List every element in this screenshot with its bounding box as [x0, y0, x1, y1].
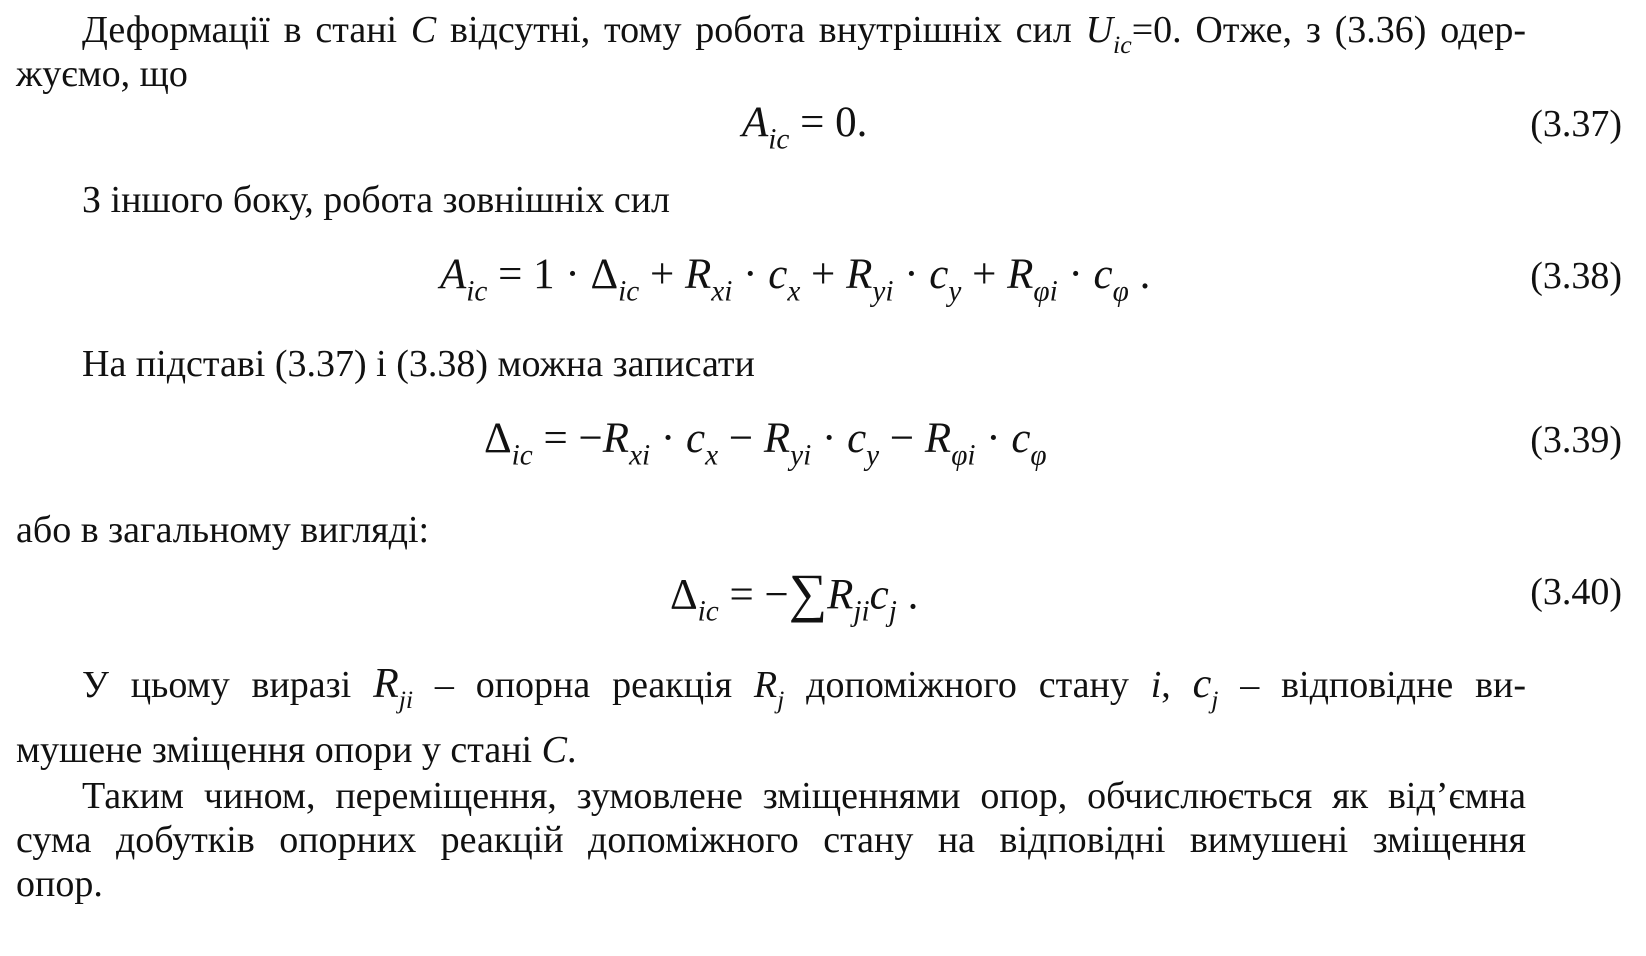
- operator: = 1 ·: [487, 251, 591, 298]
- text-run: – опорна реакція: [413, 664, 754, 706]
- subscript: ji: [853, 595, 870, 628]
- symbol: c: [847, 415, 867, 462]
- symbol: i: [1150, 664, 1162, 706]
- paragraph-6-line-2: сума добутків опорних реакцій допоміжного стану на відповідні вимушені зміщення: [16, 819, 1526, 861]
- subscript: xi: [629, 439, 651, 472]
- symbol: R: [373, 661, 399, 707]
- operator: +: [639, 251, 685, 298]
- operator: −: [879, 415, 925, 462]
- subscript: ic: [618, 275, 640, 308]
- symbol: A: [742, 99, 769, 146]
- subscript: φ: [1030, 439, 1047, 472]
- subscript: φi: [1033, 275, 1058, 308]
- text-run: Деформації в стані: [82, 9, 411, 51]
- equation-3-39: [484, 414, 1047, 472]
- subscript: φi: [951, 439, 976, 472]
- subscript: ic: [511, 439, 533, 472]
- text-run: відсутні, тому робота внутрішніх сил: [436, 9, 1086, 51]
- symbol: R: [924, 415, 952, 462]
- symbol: R: [763, 415, 791, 462]
- symbol: c: [768, 251, 788, 298]
- operator: ·: [1057, 251, 1094, 298]
- symbol: R: [753, 664, 778, 706]
- paragraph-3: На підставі (3.37) і (3.38) можна записати: [82, 343, 755, 385]
- symbol: c: [1093, 251, 1113, 298]
- text-run: У цьому виразі: [82, 664, 374, 706]
- equation-number-3-39: (3.39): [1530, 419, 1622, 461]
- operator: .: [1128, 251, 1151, 298]
- subscript: ic: [466, 275, 488, 308]
- operator: ·: [732, 251, 769, 298]
- subscript: yi: [872, 275, 894, 308]
- paragraph-1-line-2: жуємо, що: [16, 53, 188, 95]
- subscript: j: [777, 684, 785, 714]
- subscript: j: [1211, 684, 1219, 714]
- paragraph-5-line-2: [16, 728, 576, 772]
- paragraph-1-line-1: [82, 8, 1526, 67]
- subscript: y: [866, 439, 880, 472]
- delta-symbol: Δ: [590, 251, 619, 298]
- equation-3-40: [670, 562, 918, 629]
- symbol: c: [1192, 661, 1212, 707]
- symbol: R: [827, 571, 854, 619]
- operator: = −: [718, 571, 789, 619]
- symbol: R: [1007, 251, 1034, 298]
- text-run: ,: [1161, 664, 1193, 706]
- subscript: xi: [711, 275, 733, 308]
- symbol: R: [602, 415, 630, 462]
- state-c-symbol: C: [410, 9, 437, 51]
- operator: −: [718, 415, 764, 462]
- symbol: c: [686, 415, 706, 462]
- subscript: φ: [1112, 275, 1129, 308]
- paragraph-2: З іншого боку, робота зовнішніх сил: [82, 179, 670, 221]
- subscript: yi: [790, 439, 812, 472]
- text-run: – відповідне ви-: [1218, 664, 1527, 706]
- work-symbol: U: [1085, 9, 1114, 51]
- text-run: = 0.: [789, 99, 868, 146]
- subscript: j: [888, 595, 897, 628]
- symbol: c: [1011, 415, 1031, 462]
- subscript: x: [705, 439, 719, 472]
- operator: +: [800, 251, 847, 298]
- text-run: мушене зміщення опори у стані: [16, 729, 542, 771]
- operator: .: [896, 571, 919, 619]
- equation-number-3-37: (3.37): [1530, 103, 1622, 145]
- operator: ·: [893, 251, 930, 298]
- paragraph-6-line-3: опор.: [16, 863, 103, 905]
- subscript: y: [948, 275, 962, 308]
- text-run: допоміжного стану: [784, 664, 1151, 706]
- paragraph-4: або в загальному вигляді:: [16, 509, 430, 551]
- sum-symbol: ∑: [788, 563, 828, 623]
- equation-number-3-38: (3.38): [1530, 255, 1622, 297]
- text-run: =0. Отже, з (3.36) одер-: [1131, 9, 1526, 51]
- equation-3-38: [440, 250, 1150, 308]
- symbol: R: [846, 251, 873, 298]
- operator: ·: [975, 415, 1012, 462]
- delta-symbol: Δ: [670, 571, 698, 619]
- symbol: R: [685, 251, 712, 298]
- paragraph-6-line-1: Таким чином, переміщення, зумовлене зміщеннями опор, обчислюється як від’ємна: [82, 775, 1526, 817]
- subscript: ic: [768, 123, 790, 156]
- operator: ·: [811, 415, 848, 462]
- paragraph-5-line-1: [82, 662, 1526, 722]
- state-c-symbol: C: [541, 729, 567, 771]
- subscript: ic: [1113, 29, 1132, 59]
- delta-symbol: Δ: [484, 415, 512, 462]
- text-run: .: [566, 729, 577, 771]
- operator: = −: [532, 415, 603, 462]
- subscript: ji: [398, 684, 414, 714]
- subscript: ic: [697, 595, 719, 628]
- symbol: c: [929, 251, 949, 298]
- subscript: x: [787, 275, 801, 308]
- equation-3-37: [742, 98, 867, 156]
- equation-number-3-40: (3.40): [1530, 571, 1622, 613]
- symbol: c: [869, 571, 889, 619]
- operator: ·: [650, 415, 686, 462]
- operator: +: [961, 251, 1008, 298]
- symbol: A: [440, 251, 467, 298]
